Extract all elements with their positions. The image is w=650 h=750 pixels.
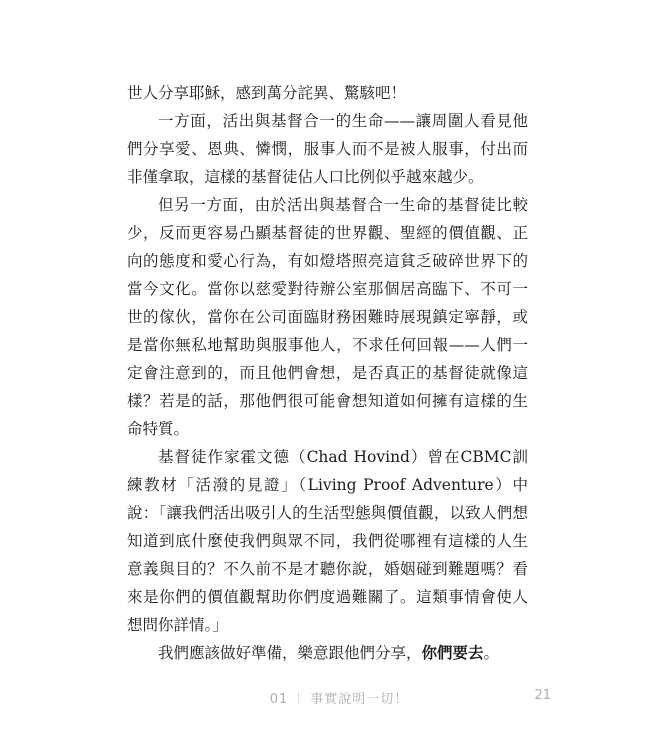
page-footer bbox=[127, 688, 551, 708]
paragraph: 世人分享耶穌，感到萬分詫異、驚駭吧！ bbox=[127, 84, 407, 102]
chapter-label bbox=[270, 688, 409, 707]
emphasized-text: 你們要去 bbox=[421, 643, 484, 662]
paragraph-text: 。 bbox=[483, 644, 500, 662]
body-text bbox=[127, 79, 528, 667]
paragraph: 一方面，活出與基督合一的生命——讓周圍人看見他們分享愛、恩典、憐憫，服事人而不是被人服事，付出而非僅拿取，這樣的基督徒佔人口比例似乎越來越少。 bbox=[127, 112, 528, 186]
page-number: 21 bbox=[534, 688, 551, 703]
paragraph: 但另一方面，由於活出與基督合一生命的基督徒比較少，反而更容易凸顯基督徒的世界觀、聖經的價值觀、正向的態度和愛心行為，有如燈塔照亮這貧乏破碎世界下的當今文化。當你以慈愛對待辦公室那個居高臨下、不可一世的傢伙，當你在公司面臨財務困難時展現鎮定寧靜，或是當你無私地幫助與服事他人，不求任何回報——人們一定會注意到的，而且他們會想，是否真正的基督徒就像這樣？若是的話，那他們很可能會想知道如何擁有這樣的生命特質。 bbox=[127, 196, 528, 438]
chapter-number: 01 bbox=[269, 692, 289, 707]
paragraph-text: 我們應該做好準備，樂意跟他們分享， bbox=[158, 644, 422, 662]
paragraph: 基督徒作家霍文德（Chad Hovind）曾在CBMC訓練教材「活潑的見證」（Living Proof Adventure）中說：「讓我們活出吸引人的生活型態與價值觀，以致人們想知道到底什麼使我們與眾不同，我們從哪裡有這樣的人生意義與目的？不久前不是才聽你說，婚姻碰到難題嗎？看來是你們的價值觀幫助你們度過難關了。這類事情會使人想問你詳情。」 bbox=[127, 448, 528, 634]
chapter-separator: ｜ bbox=[292, 692, 307, 707]
chapter-title: 事實說明一切！ bbox=[310, 692, 409, 707]
paragraph bbox=[127, 639, 528, 667]
